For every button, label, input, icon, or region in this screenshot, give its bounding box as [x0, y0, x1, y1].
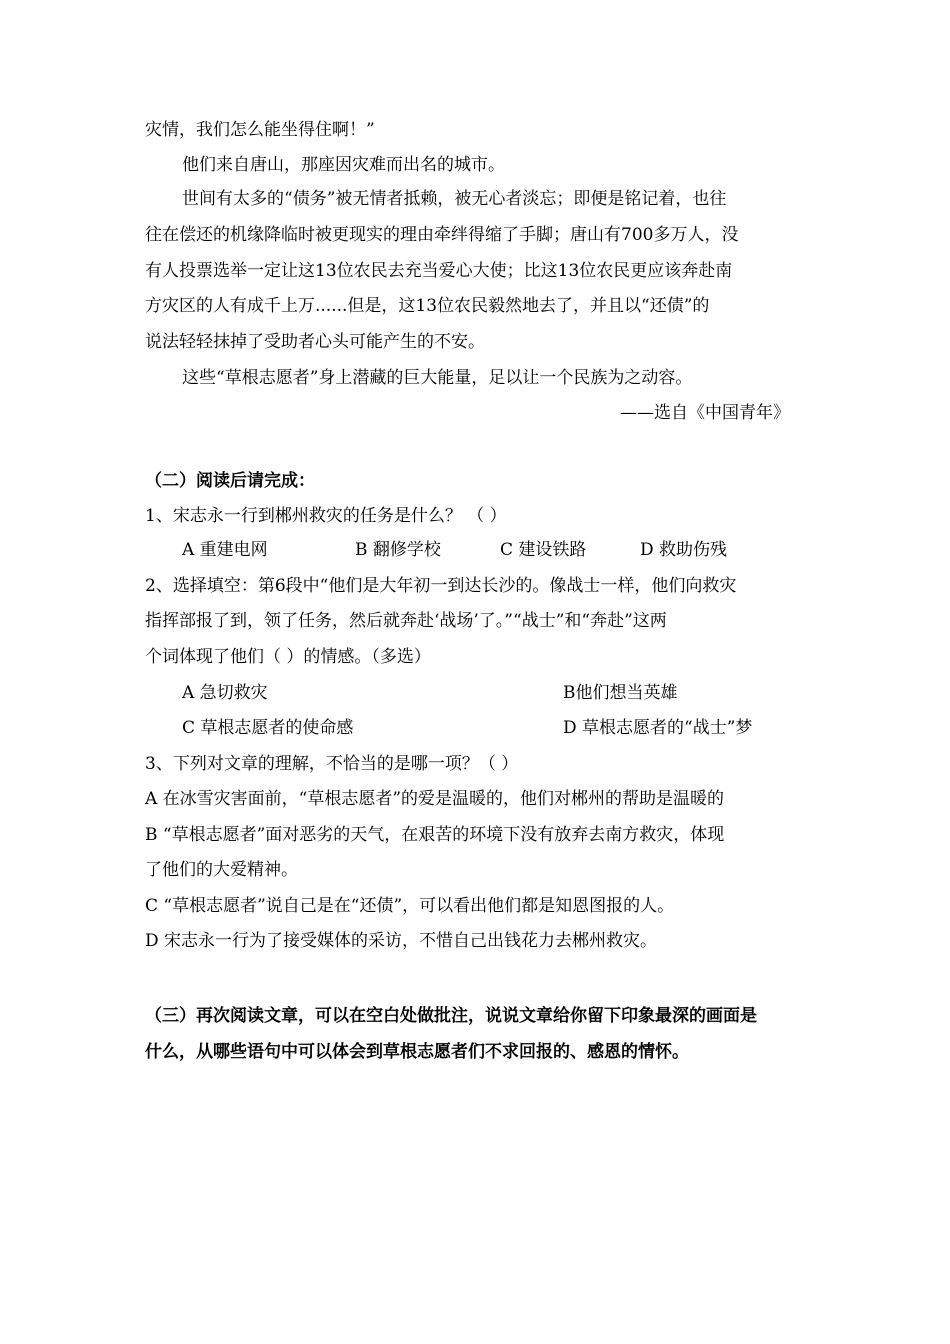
q2-option-a: A 急切救灾 — [182, 683, 268, 703]
article-paragraph-line: 方灾区的人有成千上万......但是，这13位农民毅然地去了，并且以“还债”的 — [145, 296, 710, 316]
question-2-stem-line: 2、选择填空：第6段中“他们是大年初一到达长沙的。像战士一样，他们向救灾 — [145, 576, 737, 596]
q3-option-b: B “草根志愿者”面对恶劣的天气，在艰苦的环境下没有放弃去南方救灾，体现 — [145, 825, 725, 845]
q2-option-b: B他们想当英雄 — [563, 683, 678, 703]
section3-prompt-line: 什么，从哪些语句中可以体会到草根志愿者们不求回报的、感恩的情怀。 — [145, 1042, 689, 1062]
article-line: 灾情，我们怎么能坐得住啊！” — [145, 120, 375, 140]
q2-option-c: C 草根志愿者的使命感 — [182, 718, 354, 738]
q1-option-d: D 救助伤残 — [640, 540, 728, 560]
q1-option-c: C 建设铁路 — [500, 540, 587, 560]
section2-heading: （二）阅读后请完成： — [145, 471, 315, 491]
article-line: 这些“草根志愿者”身上潜藏的巨大能量，足以让一个民族为之动容。 — [182, 368, 693, 388]
q2-option-d: D 草根志愿者的“战士”梦 — [563, 718, 753, 738]
article-paragraph-line: 往在偿还的机缘降临时被更现实的理由牵绊得缩了手脚；唐山有700多万人，没 — [145, 225, 739, 245]
q1-option-a: A 重建电网 — [182, 540, 268, 560]
article-source: ——选自《中国青年》 — [620, 403, 790, 423]
q3-option-c: C “草根志愿者”说自己是在“还债”，可以看出他们都是知恩图报的人。 — [145, 896, 675, 916]
question-2-stem-line: 个词体现了他们（ ）的情感。（多选） — [145, 647, 431, 667]
question-3-stem: 3、下列对文章的理解，不恰当的是哪一项？（ ） — [145, 754, 519, 774]
section3-prompt-line: （三）再次阅读文章，可以在空白处做批注，说说文章给你留下印象最深的画面是 — [145, 1006, 757, 1026]
question-1-stem: 1、宋志永一行到郴州救灾的任务是什么？ （ ） — [145, 506, 507, 526]
article-line: 他们来自唐山，那座因灾难而出名的城市。 — [182, 155, 505, 175]
q1-option-b: B 翻修学校 — [355, 540, 441, 560]
question-2-stem-line: 指挥部报了到，领了任务，然后就奔赴‘战场’了。”“战士”和“奔赴”这两 — [145, 611, 667, 631]
article-paragraph-line: 世间有太多的“债务”被无情者抵赖，被无心者淡忘；即便是铭记着，也往 — [182, 189, 727, 209]
article-paragraph-line: 说法轻轻抹掉了受助者心头可能产生的不安。 — [145, 332, 485, 352]
article-paragraph-line: 有人投票选举一定让这13位农民去充当爱心大使；比这13位农民更应该奔赴南 — [145, 261, 733, 281]
q3-option-a: A 在冰雪灾害面前，“草根志愿者”的爱是温暖的，他们对郴州的帮助是温暖的 — [145, 789, 725, 809]
q3-option-b-cont: 了他们的大爱精神。 — [145, 860, 298, 880]
q3-option-d: D 宋志永一行为了接受媒体的采访，不惜自己出钱花力去郴州救灾。 — [145, 931, 658, 951]
